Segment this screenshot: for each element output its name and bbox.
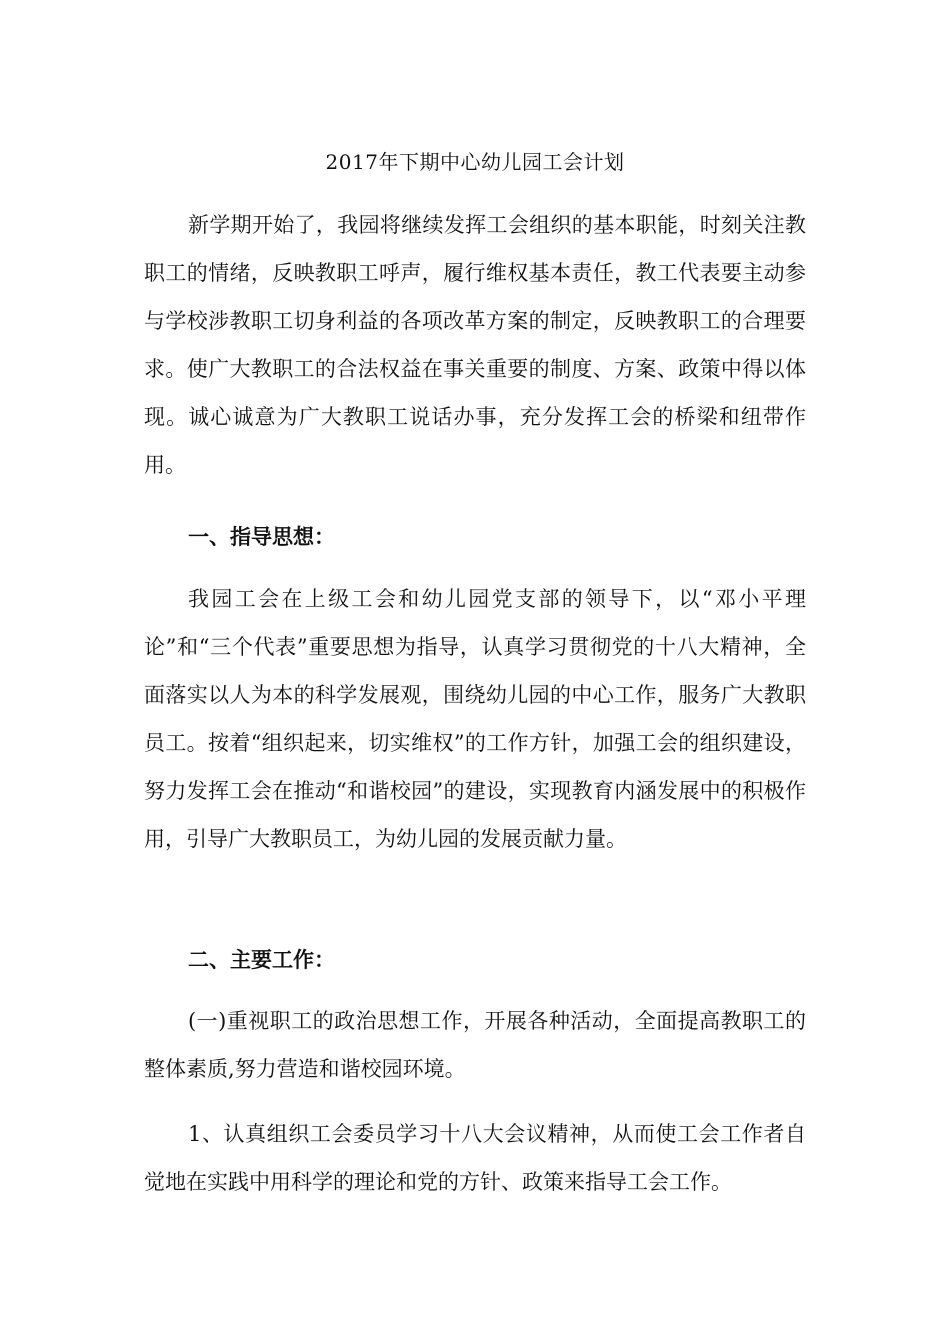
main-work-subsection-1: (一)重视职工的政治思想工作，开展各种活动，全面提高教职工的整体素质,努力营造和谐校园环境。 — [144, 1009, 806, 1081]
section-heading-guiding-ideology: 一、指导思想： — [188, 524, 335, 549]
main-work-item-1: 1、认真组织工会委员学习十八大会议精神，从而使工会工作者自觉地在实践中用科学的理论和党的方针、政策来指导工会工作。 — [144, 1122, 806, 1194]
intro-paragraph: 新学期开始了，我园将继续发挥工会组织的基本职能，时刻关注教职工的情绪，反映教职工呼声，履行维权基本责任，教工代表要主动参与学校涉教职工切身利益的各项改革方案的制定，反映教职工的合理要求。使广大教职工的合法权益在事关重要的制度、方案、政策中得以体现。诚心诚意为广大教职工说话办事，充分发挥工会的桥梁和纽带作用。 — [144, 213, 806, 477]
document-title: 2017年下期中心幼儿园工会计划 — [325, 150, 625, 174]
section-heading-main-work: 二、主要工作： — [188, 947, 335, 972]
guiding-ideology-paragraph: 我园工会在上级工会和幼儿园党支部的领导下，以“邓小平理论”和“三个代表”重要思想为指导，认真学习贯彻党的十八大精神，全面落实以人为本的科学发展观，围绕幼儿园的中心工作，服务广大教职员工。按着“组织起来，切实维权”的工作方针，加强工会的组织建设，努力发挥工会在推动“和谐校园”的建设，实现教育内涵发展中的积极作用，引导广大教职员工，为幼儿园的发展贡献力量。 — [144, 587, 806, 851]
